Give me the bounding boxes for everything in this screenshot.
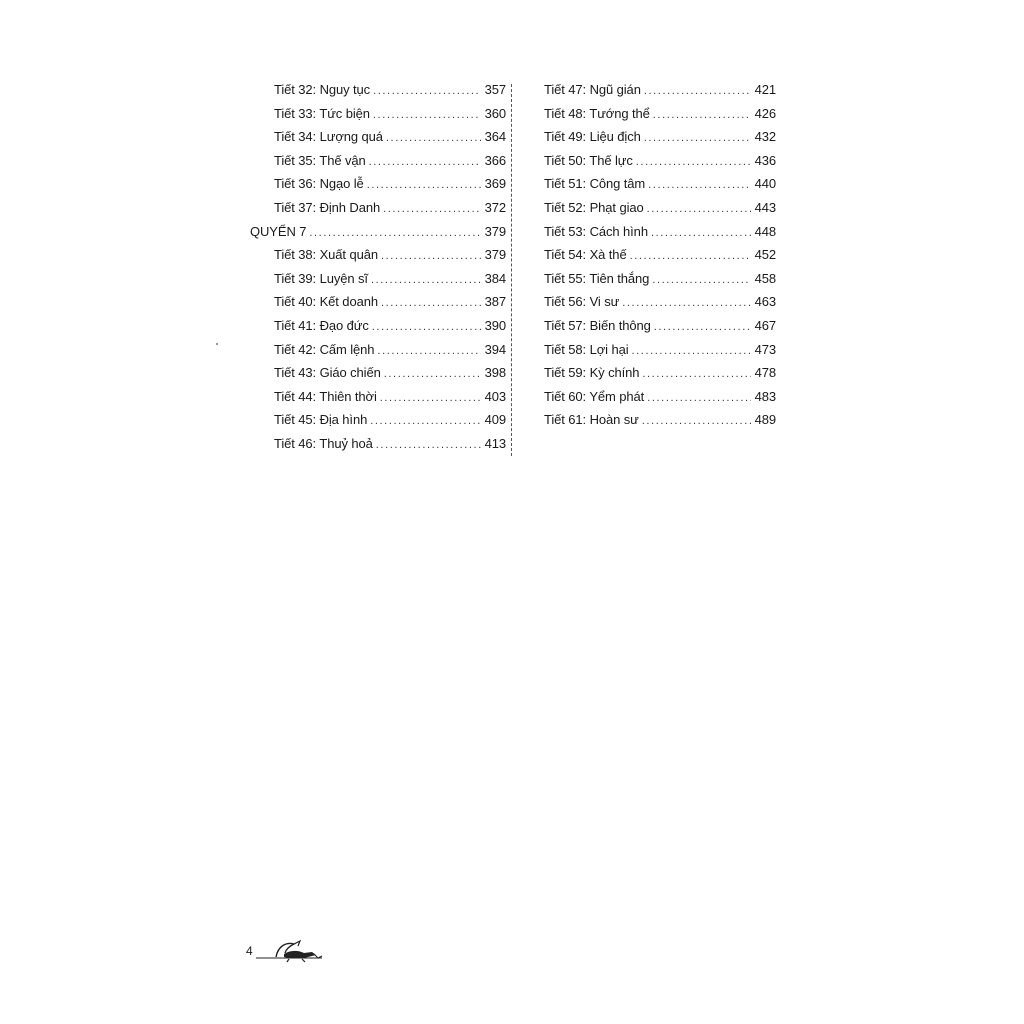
toc-entry-title: Tiết 45: Địa hình	[274, 412, 368, 428]
toc-entry-title: Tiết 49: Liệu địch	[544, 129, 641, 145]
toc-entry[interactable]	[544, 338, 776, 362]
page-footer	[246, 938, 326, 964]
toc-entry[interactable]	[250, 290, 506, 314]
toc-entry[interactable]	[250, 432, 506, 456]
toc-entry-page: 413	[484, 435, 506, 451]
toc-entry-page: 489	[754, 412, 776, 428]
toc-entry-title: Tiết 41: Đạo đức	[274, 317, 369, 333]
toc-leader-dots	[652, 269, 751, 293]
toc-entry-page: 357	[484, 82, 506, 97]
toc-entry-page: 458	[754, 270, 776, 286]
toc-entry-page: 443	[754, 199, 776, 215]
toc-leader-dots	[376, 434, 481, 458]
toc-entry[interactable]	[544, 149, 776, 173]
toc-entry-page: 473	[754, 341, 776, 357]
toc-entry[interactable]	[544, 78, 776, 102]
toc-entry-page: 394	[484, 341, 506, 357]
toc-entry-page: 369	[484, 176, 506, 192]
toc-entry[interactable]	[250, 408, 506, 432]
horseman-ornament-icon	[256, 938, 326, 964]
toc-entry-page: 360	[484, 105, 506, 121]
toc-leader-dots	[647, 387, 751, 411]
toc-leader-dots	[654, 316, 751, 340]
page-number: 4	[246, 944, 253, 958]
toc-entry[interactable]	[250, 78, 506, 102]
toc-entry-title: Tiết 33: Tức biện	[274, 105, 370, 121]
toc-entry[interactable]	[544, 361, 776, 385]
toc-leader-dots	[381, 292, 481, 316]
toc-entry[interactable]	[250, 338, 506, 362]
toc-leader-dots	[644, 80, 751, 104]
toc-entry-page: 426	[754, 105, 776, 121]
toc-entry-title: Tiết 34: Lượng quá	[274, 129, 383, 145]
toc-entry-page: 372	[484, 199, 506, 215]
toc-entry[interactable]	[544, 243, 776, 267]
toc-entry-page: 364	[484, 129, 506, 145]
toc-entry-page: 448	[754, 223, 776, 239]
toc-leader-dots	[381, 245, 481, 269]
toc-leader-dots	[383, 198, 481, 222]
toc-entry-title: Tiết 55: Tiên thắng	[544, 270, 650, 286]
toc-entry-title: Tiết 43: Giáo chiến	[274, 365, 381, 381]
toc-entry[interactable]	[544, 102, 776, 126]
toc-right-column	[544, 78, 776, 432]
column-divider	[511, 84, 512, 456]
toc-entry-title: Tiết 61: Hoàn sư	[544, 412, 639, 428]
toc-entry-page: 390	[484, 317, 506, 333]
toc-entry-page: 409	[484, 412, 506, 428]
toc-entry-page: 421	[754, 82, 776, 97]
toc-entry-page: 483	[754, 388, 776, 404]
toc-entry[interactable]	[250, 267, 506, 291]
toc-entry-page: 403	[484, 388, 506, 404]
toc-entry-title: Tiết 35: Thế vận	[274, 152, 366, 168]
toc-entry-page: 379	[484, 247, 506, 263]
toc-leader-dots	[370, 410, 481, 434]
toc-entry[interactable]	[544, 172, 776, 196]
toc-entry-title: Tiết 44: Thiên thời	[274, 388, 377, 404]
toc-entry[interactable]	[544, 290, 776, 314]
toc-leader-dots	[386, 127, 481, 151]
toc-entry-title: Tiết 60: Yểm phát	[544, 388, 645, 404]
toc-leader-dots	[642, 410, 751, 434]
toc-book-heading[interactable]	[250, 220, 506, 244]
toc-entry[interactable]	[250, 102, 506, 126]
toc-leader-dots	[647, 198, 751, 222]
toc-leader-dots	[371, 269, 481, 293]
toc-entry[interactable]	[544, 196, 776, 220]
toc-leader-dots	[367, 174, 481, 198]
toc-leader-dots	[622, 292, 751, 316]
toc-entry-title: Tiết 37: Định Danh	[274, 199, 381, 215]
toc-entry-title: Tiết 39: Luyện sĩ	[274, 270, 368, 286]
toc-entry[interactable]	[250, 243, 506, 267]
toc-entry-title: Tiết 51: Công tâm	[544, 176, 646, 192]
toc-entry-title: Tiết 54: Xà thế	[544, 247, 627, 263]
toc-entry-title: Tiết 38: Xuất quân	[274, 247, 378, 263]
toc-leader-dots	[373, 104, 481, 128]
toc-entry-title: Tiết 59: Kỳ chính	[544, 365, 640, 381]
toc-entry-page: 436	[754, 152, 776, 168]
toc-entry-title: QUYỂN 7	[250, 223, 307, 239]
toc-entry[interactable]	[250, 314, 506, 338]
toc-left-column	[250, 78, 506, 456]
toc-entry-page: 387	[484, 294, 506, 310]
toc-entry-title: Tiết 58: Lợi hại	[544, 341, 629, 357]
toc-leader-dots	[309, 222, 481, 246]
toc-entry-page: 398	[484, 365, 506, 381]
toc-entry-page: 452	[754, 247, 776, 263]
toc-entry-page: 366	[484, 152, 506, 168]
toc-leader-dots	[630, 245, 751, 269]
toc-entry[interactable]	[544, 385, 776, 409]
toc-leader-dots	[380, 387, 481, 411]
toc-entry-page: 478	[754, 365, 776, 381]
toc-entry-title: Tiết 40: Kết doanh	[274, 294, 378, 310]
toc-entry-title: Tiết 46: Thuỷ hoả	[274, 435, 373, 451]
toc-entry-page: 467	[754, 317, 776, 333]
toc-entry[interactable]	[544, 267, 776, 291]
toc-leader-dots	[651, 222, 751, 246]
toc-entry-page: 384	[484, 270, 506, 286]
toc-entry-title: Tiết 36: Ngạo lễ	[274, 176, 364, 192]
toc-entry-page: 432	[754, 129, 776, 145]
toc-entry[interactable]	[250, 172, 506, 196]
toc-entry[interactable]	[544, 314, 776, 338]
toc-entry-title: Tiết 53: Cách hình	[544, 223, 648, 239]
toc-entry-title: Tiết 52: Phạt giao	[544, 199, 644, 215]
toc-entry-title: Tiết 50: Thế lực	[544, 152, 633, 168]
toc-entry-title: Tiết 32: Nguy tục	[274, 82, 371, 97]
toc-entry[interactable]	[250, 361, 506, 385]
toc-entry-title: Tiết 57: Biến thông	[544, 317, 651, 333]
scan-speck	[216, 343, 218, 345]
toc-entry[interactable]	[544, 408, 776, 432]
toc-leader-dots	[373, 80, 481, 104]
toc-entry[interactable]	[250, 196, 506, 220]
toc-entry[interactable]	[250, 149, 506, 173]
toc-entry-page: 440	[754, 176, 776, 192]
toc-entry-page: 379	[484, 223, 506, 239]
toc-entry[interactable]	[544, 220, 776, 244]
toc-entry[interactable]	[250, 125, 506, 149]
toc-leader-dots	[632, 340, 752, 364]
toc-leader-dots	[653, 104, 751, 128]
toc-leader-dots	[377, 340, 481, 364]
toc-entry-title: Tiết 47: Ngũ gián	[544, 82, 641, 97]
toc-leader-dots	[642, 363, 751, 387]
toc-entry-title: Tiết 56: Vi sư	[544, 294, 620, 310]
toc-leader-dots	[648, 174, 751, 198]
toc-entry[interactable]	[250, 385, 506, 409]
toc-leader-dots	[384, 363, 481, 387]
toc-leader-dots	[644, 127, 751, 151]
toc-entry-title: Tiết 42: Cấm lệnh	[274, 341, 375, 357]
toc-entry-page: 463	[754, 294, 776, 310]
toc-leader-dots	[369, 151, 481, 175]
toc-entry-title: Tiết 48: Tướng thể	[544, 105, 650, 121]
toc-leader-dots	[636, 151, 751, 175]
toc-entry[interactable]	[544, 125, 776, 149]
toc-leader-dots	[372, 316, 481, 340]
